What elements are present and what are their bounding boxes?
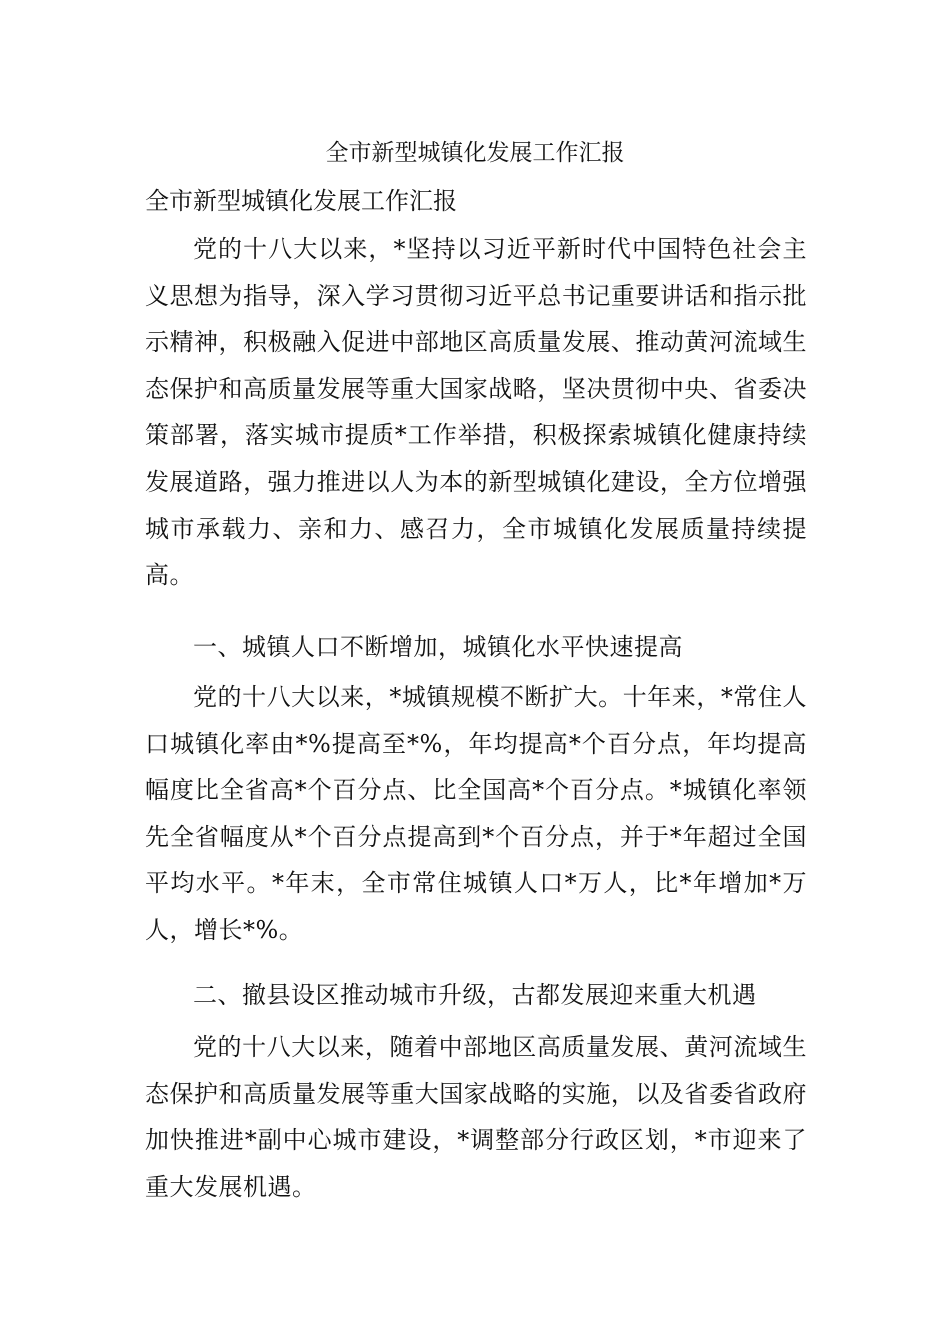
document-title: 全市新型城镇化发展工作汇报 [325, 140, 625, 166]
section-2-paragraph: 党的十八大以来，随着中部地区高质量发展、黄河流域生态保护和高质量发展等重大国家战略的实施，以及省委省政府加快推进*副中心城市建设，*调整部分行政区划，*市迎来了重大发展机遇。 [145, 1033, 807, 1201]
section-1-paragraph: 党的十八大以来，*城镇规模不断扩大。十年来，*常住人口城镇化率由*%提高至*%，年均提高*个百分点，年均提高幅度比全省高*个百分点、比全国高*个百分点。*城镇化率领先全省幅度从*个百分点提高到*个百分点，并于*年超过全国平均水平。*年末，全市常住城镇人口*万人，比*年增加*万人，增长*%。 [145, 683, 807, 944]
section-1-heading: 一、城镇人口不断增加，城镇化水平快速提高 [193, 633, 683, 661]
document-subtitle: 全市新型城镇化发展工作汇报 [145, 187, 457, 215]
section-2-heading: 二、撤县设区推动城市升级，古都发展迎来重大机遇 [193, 981, 757, 1009]
intro-paragraph: 党的十八大以来，*坚持以习近平新时代中国特色社会主义思想为指导，深入学习贯彻习近平总书记重要讲话和指示批示精神，积极融入促进中部地区高质量发展、推动黄河流域生态保护和高质量发展等重大国家战略，坚决贯彻中央、省委决策部署，落实城市提质*工作举措，积极探索城镇化健康持续发展道路，强力推进以人为本的新型城镇化建设，全方位增强城市承载力、亲和力、感召力，全市城镇化发展质量持续提高。 [145, 235, 807, 590]
